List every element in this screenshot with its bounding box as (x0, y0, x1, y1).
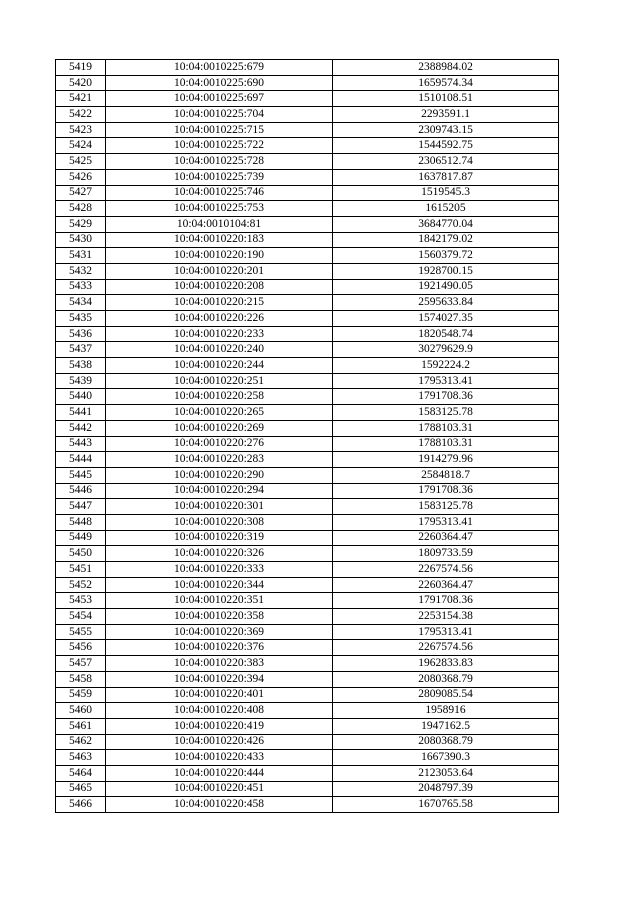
table-row (56, 91, 559, 107)
cadastral-number-cell: 10:04:0010225:746 (106, 185, 333, 201)
value-cell: 2260364.47 (333, 530, 559, 546)
value-cell: 2293591.1 (333, 107, 559, 123)
row-number-cell: 5421 (56, 91, 106, 107)
table-row (56, 546, 559, 562)
value-cell: 1809733.59 (333, 546, 559, 562)
value-cell: 1592224.2 (333, 358, 559, 374)
cadastral-number-cell: 10:04:0010220:344 (106, 577, 333, 593)
table-row (56, 169, 559, 185)
value-cell: 1583125.78 (333, 405, 559, 421)
cadastral-number-cell: 10:04:0010220:444 (106, 765, 333, 781)
row-number-cell: 5459 (56, 687, 106, 703)
value-cell: 2080368.79 (333, 734, 559, 750)
row-number-cell: 5463 (56, 750, 106, 766)
table-row (56, 405, 559, 421)
table-row (56, 122, 559, 138)
row-number-cell: 5439 (56, 373, 106, 389)
row-number-cell: 5424 (56, 138, 106, 154)
table-row (56, 60, 559, 76)
row-number-cell: 5452 (56, 577, 106, 593)
value-cell: 1791708.36 (333, 483, 559, 499)
cadastral-number-cell: 10:04:0010220:419 (106, 718, 333, 734)
cadastral-number-cell: 10:04:0010220:258 (106, 389, 333, 405)
cadastral-number-cell: 10:04:0010220:290 (106, 467, 333, 483)
table-row (56, 248, 559, 264)
table-row (56, 138, 559, 154)
cadastral-number-cell: 10:04:0010220:269 (106, 420, 333, 436)
cadastral-number-cell: 10:04:0010220:244 (106, 358, 333, 374)
row-number-cell: 5466 (56, 797, 106, 813)
cadastral-number-cell: 10:04:0010220:208 (106, 279, 333, 295)
table-row (56, 577, 559, 593)
row-number-cell: 5425 (56, 154, 106, 170)
row-number-cell: 5454 (56, 609, 106, 625)
row-number-cell: 5419 (56, 60, 106, 76)
value-cell: 1914279.96 (333, 452, 559, 468)
cadastral-number-cell: 10:04:0010225:715 (106, 122, 333, 138)
table-row (56, 609, 559, 625)
table-row (56, 734, 559, 750)
row-number-cell: 5451 (56, 562, 106, 578)
row-number-cell: 5423 (56, 122, 106, 138)
value-cell: 1795313.41 (333, 373, 559, 389)
table-row (56, 389, 559, 405)
table-row (56, 703, 559, 719)
value-cell: 30279629.9 (333, 342, 559, 358)
row-number-cell: 5446 (56, 483, 106, 499)
row-number-cell: 5426 (56, 169, 106, 185)
cadastral-number-cell: 10:04:0010220:183 (106, 232, 333, 248)
value-cell: 1574027.35 (333, 311, 559, 327)
table-row (56, 436, 559, 452)
row-number-cell: 5453 (56, 593, 106, 609)
value-cell: 1615205 (333, 201, 559, 217)
value-cell: 1667390.3 (333, 750, 559, 766)
table-row (56, 358, 559, 374)
row-number-cell: 5444 (56, 452, 106, 468)
row-number-cell: 5442 (56, 420, 106, 436)
cadastral-number-cell: 10:04:0010220:226 (106, 311, 333, 327)
table-row (56, 373, 559, 389)
cadastral-number-cell: 10:04:0010220:276 (106, 436, 333, 452)
row-number-cell: 5440 (56, 389, 106, 405)
value-cell: 1947162.5 (333, 718, 559, 734)
cadastral-number-cell: 10:04:0010220:201 (106, 263, 333, 279)
cadastral-number-cell: 10:04:0010225:690 (106, 75, 333, 91)
value-cell: 1670765.58 (333, 797, 559, 813)
cadastral-number-cell: 10:04:0010220:351 (106, 593, 333, 609)
table-row (56, 295, 559, 311)
row-number-cell: 5441 (56, 405, 106, 421)
row-number-cell: 5445 (56, 467, 106, 483)
table-row (56, 483, 559, 499)
row-number-cell: 5422 (56, 107, 106, 123)
value-cell: 2309743.15 (333, 122, 559, 138)
value-cell: 1795313.41 (333, 514, 559, 530)
cadastral-number-cell: 10:04:0010220:358 (106, 609, 333, 625)
cadastral-number-cell: 10:04:0010225:753 (106, 201, 333, 217)
table-row (56, 342, 559, 358)
row-number-cell: 5464 (56, 765, 106, 781)
cadastral-number-cell: 10:04:0010220:301 (106, 499, 333, 515)
row-number-cell: 5430 (56, 232, 106, 248)
cadastral-number-cell: 10:04:0010220:369 (106, 624, 333, 640)
cadastral-number-cell: 10:04:0010225:704 (106, 107, 333, 123)
row-number-cell: 5434 (56, 295, 106, 311)
value-cell: 2080368.79 (333, 671, 559, 687)
table-row (56, 781, 559, 797)
cadastral-number-cell: 10:04:0010220:283 (106, 452, 333, 468)
row-number-cell: 5432 (56, 263, 106, 279)
value-cell: 2267574.56 (333, 562, 559, 578)
table-row (56, 232, 559, 248)
table-row (56, 656, 559, 672)
value-cell: 2306512.74 (333, 154, 559, 170)
cadastral-number-cell: 10:04:0010220:319 (106, 530, 333, 546)
row-number-cell: 5458 (56, 671, 106, 687)
cadastral-number-cell: 10:04:0010220:326 (106, 546, 333, 562)
cadastral-value-table (55, 59, 559, 813)
table-row (56, 671, 559, 687)
value-cell: 1795313.41 (333, 624, 559, 640)
cadastral-number-cell: 10:04:0010220:233 (106, 326, 333, 342)
cadastral-number-cell: 10:04:0010225:728 (106, 154, 333, 170)
table-row (56, 562, 559, 578)
table-body (56, 60, 559, 813)
row-number-cell: 5456 (56, 640, 106, 656)
table-row (56, 797, 559, 813)
cadastral-number-cell: 10:04:0010220:383 (106, 656, 333, 672)
table-row (56, 279, 559, 295)
cadastral-number-cell: 10:04:0010220:401 (106, 687, 333, 703)
table-row (56, 107, 559, 123)
cadastral-number-cell: 10:04:0010225:739 (106, 169, 333, 185)
cadastral-number-cell: 10:04:0010220:426 (106, 734, 333, 750)
value-cell: 1560379.72 (333, 248, 559, 264)
table-row (56, 452, 559, 468)
row-number-cell: 5427 (56, 185, 106, 201)
cadastral-number-cell: 10:04:0010220:190 (106, 248, 333, 264)
value-cell: 2584818.7 (333, 467, 559, 483)
row-number-cell: 5431 (56, 248, 106, 264)
value-cell: 2595633.84 (333, 295, 559, 311)
cadastral-number-cell: 10:04:0010225:722 (106, 138, 333, 154)
value-cell: 1820548.74 (333, 326, 559, 342)
value-cell: 1842179.02 (333, 232, 559, 248)
cadastral-number-cell: 10:04:0010220:240 (106, 342, 333, 358)
table-row (56, 185, 559, 201)
row-number-cell: 5436 (56, 326, 106, 342)
row-number-cell: 5457 (56, 656, 106, 672)
cadastral-number-cell: 10:04:0010220:451 (106, 781, 333, 797)
document-table-container (55, 59, 558, 813)
cadastral-number-cell: 10:04:0010220:433 (106, 750, 333, 766)
table-row (56, 640, 559, 656)
table-row (56, 499, 559, 515)
value-cell: 3684770.04 (333, 216, 559, 232)
row-number-cell: 5460 (56, 703, 106, 719)
row-number-cell: 5433 (56, 279, 106, 295)
cadastral-number-cell: 10:04:0010220:215 (106, 295, 333, 311)
cadastral-number-cell: 10:04:0010220:394 (106, 671, 333, 687)
value-cell: 1791708.36 (333, 593, 559, 609)
row-number-cell: 5461 (56, 718, 106, 734)
value-cell: 1659574.34 (333, 75, 559, 91)
table-row (56, 420, 559, 436)
row-number-cell: 5462 (56, 734, 106, 750)
value-cell: 2260364.47 (333, 577, 559, 593)
value-cell: 1637817.87 (333, 169, 559, 185)
value-cell: 1544592.75 (333, 138, 559, 154)
row-number-cell: 5448 (56, 514, 106, 530)
table-row (56, 530, 559, 546)
row-number-cell: 5420 (56, 75, 106, 91)
row-number-cell: 5447 (56, 499, 106, 515)
value-cell: 1788103.31 (333, 436, 559, 452)
row-number-cell: 5429 (56, 216, 106, 232)
cadastral-number-cell: 10:04:0010225:697 (106, 91, 333, 107)
value-cell: 1928700.15 (333, 263, 559, 279)
row-number-cell: 5449 (56, 530, 106, 546)
value-cell: 2123053.64 (333, 765, 559, 781)
cadastral-number-cell: 10:04:0010220:265 (106, 405, 333, 421)
value-cell: 1583125.78 (333, 499, 559, 515)
row-number-cell: 5443 (56, 436, 106, 452)
value-cell: 2267574.56 (333, 640, 559, 656)
table-row (56, 593, 559, 609)
table-row (56, 514, 559, 530)
cadastral-number-cell: 10:04:0010220:251 (106, 373, 333, 389)
table-row (56, 718, 559, 734)
table-row (56, 765, 559, 781)
value-cell: 1921490.05 (333, 279, 559, 295)
value-cell: 2388984.02 (333, 60, 559, 76)
value-cell: 1519545.3 (333, 185, 559, 201)
cadastral-number-cell: 10:04:0010220:308 (106, 514, 333, 530)
cadastral-number-cell: 10:04:0010220:408 (106, 703, 333, 719)
cadastral-number-cell: 10:04:0010220:376 (106, 640, 333, 656)
value-cell: 2809085.54 (333, 687, 559, 703)
value-cell: 1788103.31 (333, 420, 559, 436)
value-cell: 1962833.83 (333, 656, 559, 672)
value-cell: 1958916 (333, 703, 559, 719)
table-row (56, 750, 559, 766)
value-cell: 2253154.38 (333, 609, 559, 625)
value-cell: 1510108.51 (333, 91, 559, 107)
row-number-cell: 5438 (56, 358, 106, 374)
table-row (56, 263, 559, 279)
cadastral-number-cell: 10:04:0010225:679 (106, 60, 333, 76)
value-cell: 2048797.39 (333, 781, 559, 797)
row-number-cell: 5455 (56, 624, 106, 640)
cadastral-number-cell: 10:04:0010104:81 (106, 216, 333, 232)
row-number-cell: 5428 (56, 201, 106, 217)
row-number-cell: 5465 (56, 781, 106, 797)
cadastral-number-cell: 10:04:0010220:294 (106, 483, 333, 499)
table-row (56, 467, 559, 483)
table-row (56, 326, 559, 342)
table-row (56, 687, 559, 703)
row-number-cell: 5450 (56, 546, 106, 562)
table-row (56, 154, 559, 170)
table-row (56, 216, 559, 232)
value-cell: 1791708.36 (333, 389, 559, 405)
row-number-cell: 5435 (56, 311, 106, 327)
table-row (56, 311, 559, 327)
cadastral-number-cell: 10:04:0010220:458 (106, 797, 333, 813)
row-number-cell: 5437 (56, 342, 106, 358)
cadastral-number-cell: 10:04:0010220:333 (106, 562, 333, 578)
table-row (56, 201, 559, 217)
table-row (56, 75, 559, 91)
table-row (56, 624, 559, 640)
